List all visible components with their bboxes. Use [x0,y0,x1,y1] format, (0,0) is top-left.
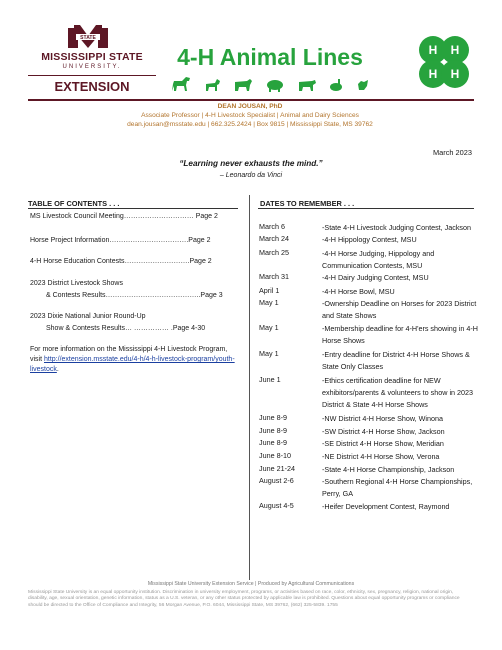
event-date: August 4-5 [259,501,294,510]
contact-name: DEAN JOUSAN, PhD [217,103,283,110]
event-description: -NW District 4-H Horse Show, Winona [322,414,444,423]
goat-icon [204,78,222,92]
contact-details: dean.jousan@msstate.edu | 662.325.2424 | Box 9815 | Mississippi State, MS 39762 [127,121,373,128]
4h-clover-icon [410,28,478,96]
toc-item[interactable]: MS Livestock Council Meeting………………………… Page 2 [30,213,218,220]
event-description: -4-H Hippology Contest, MSU [322,235,417,244]
event-date: May 1 [259,323,279,332]
event-description: -SE District 4-H Horse Show, Meridian [322,439,444,448]
logo-mark-text: STATE [80,35,96,41]
animal-silhouettes [170,74,370,92]
event-description: -State 4-H Livestock Judging Contest, Jackson [322,223,472,232]
toc-item[interactable]: 2023 District Livestock Shows [30,280,123,287]
horse-icon [170,76,192,92]
event-description: -4-H Dairy Judging Contest, MSU [322,273,429,282]
event-date: June 21-24 [259,464,295,473]
toc-item[interactable]: & Contests Results…………………………………..Page 3 [46,292,223,299]
logo-divider [28,75,156,76]
event-date: June 1 [259,375,281,384]
event-description: -Southern Regional 4-H Horse Championships, Perry, GA [322,477,473,498]
toc-more-info [30,345,236,375]
event-date: June 8-9 [259,413,287,422]
event-date: March 6 [259,222,285,231]
clover-h-4: H [450,67,460,81]
toc-heading: TABLE OF CONTENTS . . . [28,199,120,208]
event-date: June 8-10 [259,451,291,460]
quote-author: – Leonardo da Vinci [219,172,283,179]
toc-item[interactable]: Show & Contests Results… …………… .Page 4-30 [46,325,206,332]
livestock-program-link[interactable]: http://extension.msstate.edu/4-h/4-h-livestock-program/youth-livestock [30,356,235,373]
footer-disclaimer [28,590,474,609]
logo-university: MISSISSIPPI STATE [41,51,143,63]
contact-role: Associate Professor | 4-H Livestock Specialist | Animal and Dairy Sciences [141,112,359,119]
logo-university-sub: UNIVERSITY. [62,64,122,70]
dates-divider [258,208,474,209]
dates-heading: DATES TO REMEMBER . . . [260,199,355,208]
clover-h-3: H [428,67,438,81]
toc-item[interactable]: 4-H Horse Education Contests……………………….Page 2 [30,258,212,265]
toc-item[interactable]: Horse Project Information…………………………….Page 2 [30,237,211,244]
event-date: March 31 [259,272,289,281]
event-date: March 24 [259,234,289,243]
toc-more-text: For more information on the Mississippi 4-H Livestock Program, visit [30,346,228,363]
rabbit-icon [328,78,344,92]
header-divider [28,99,474,101]
event-description: -NE District 4-H Horse Show, Verona [322,452,440,461]
newsletter-title: 4-H Animal Lines [177,44,363,70]
msu-m-mark-icon [66,24,110,50]
pig-icon [265,78,285,92]
clover-h-2: H [450,43,460,57]
issue-date: March 2023 [432,148,472,157]
event-date: June 8-9 [259,438,287,447]
event-description: -SW District 4-H Horse Show, Jackson [322,427,445,436]
sheep-icon [297,77,317,92]
event-description: -4-H Horse Judging, Hippology and Communication Contests, MSU [322,249,435,270]
event-date: June 8-9 [259,426,287,435]
toc-divider [28,208,238,209]
event-date: April 1 [259,286,280,295]
event-description: -Entry deadline for District 4-H Horse Shows & State Only Classes [322,350,470,371]
toc-item[interactable]: 2023 Dixie National Junior Round-Up [30,313,146,320]
event-description: -Ethics certification deadline for NEW exhibitors/parents & volunteers to show in 2023 District & State 4-H Horse Shows [322,376,474,409]
cow-icon [233,77,253,92]
footer-disclaimer-text: Mississippi State University is an equal opportunity institution. Discrimination in university employment, programs, or activities based on race, color, ethnicity, sex, pregnancy, religion, national origin, disability, age, sexual orientation, genetic information, status as a U.S. veteran, or any other status protected by applicable law is prohibited. Questions about equal opportunity programs or compliance should be directed to the Office of Compliance and Integrity, 56 Morgan Avenue, P.O. 6044, Mississippi State, MS 39762, (662) 325-5839. [28,590,460,608]
event-date: August 2-6 [259,476,294,485]
footer-credit: Mississippi State University Extension Service | Produced by Agricultural Communications [147,581,355,587]
footer-publication-code: 1755 [326,602,338,608]
event-description: -Heifer Development Contest, Raymond [322,502,450,511]
logo-extension: EXTENSION [54,79,130,94]
event-description: -Ownership Deadline on Horses for 2023 District and State Shows [322,299,477,320]
toc-link-end: . [56,366,59,373]
event-date: March 25 [259,248,289,257]
msu-extension-logo [28,24,156,94]
clover-h-1: H [428,43,438,57]
event-date: May 1 [259,298,279,307]
event-description: -4-H Horse Bowl, MSU [322,287,395,296]
chicken-icon [356,78,370,92]
quote-text: “Learning never exhausts the mind.” [179,159,323,168]
event-description: -Membership deadline for 4-H'ers showing in 4-H Horse Shows [322,324,478,345]
event-description: -State 4-H Horse Championship, Jackson [322,465,455,474]
column-divider [249,195,250,580]
event-date: May 1 [259,349,279,358]
